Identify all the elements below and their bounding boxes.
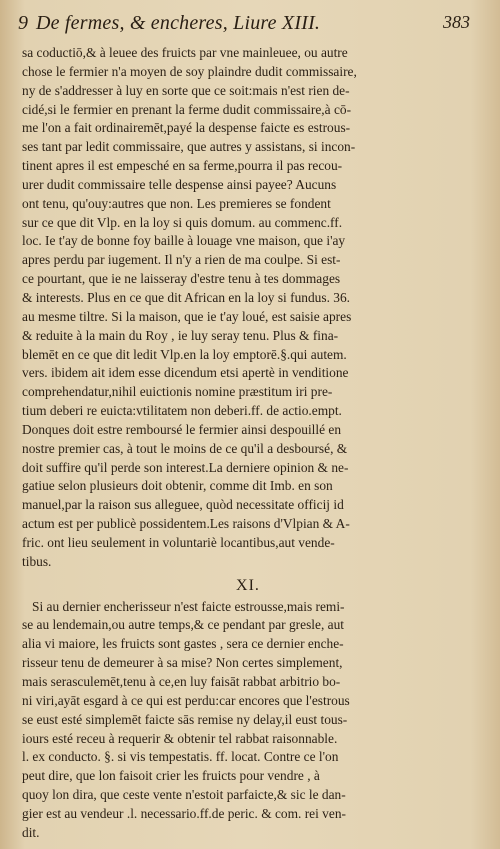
running-header	[0, 10, 500, 40]
text-line: dit.	[22, 824, 40, 840]
text-line: sa coductiō,& à leuee des fruicts par vne mainleuee, ou autre	[22, 45, 348, 60]
text-line: urer dudit commissaire telle despense ainsi payee? Aucuns	[22, 176, 337, 192]
text-line: chose le fermier n'a moyen de soy plaindre dudit commissaire,	[22, 63, 357, 79]
text-line: peut dire, que lon faisoit crier les fruicts pour vendre , à	[22, 768, 320, 784]
text-line: iours esté receu à requerir & obtenir tel rabbat raisonnable.	[22, 730, 338, 746]
text-line: me l'on a fait ordinairemēt,payé la despense faicte es estrous-	[22, 120, 351, 136]
text-line: fric. ont lieu seulement in voluntariè locantibus,aut vende-	[22, 534, 335, 550]
text-line: sur ce que dit Vlp. en la loy si quis domum. au commenc.ff.	[22, 214, 343, 230]
text-line: au mesme tiltre. Si la maison, que ie t'ay loué, est saisie apres	[22, 308, 352, 324]
text-line: manuel,par la raison sus alleguee, quòd necessitate officij id	[22, 497, 344, 513]
page-folio-left: 9	[18, 12, 28, 34]
text-line: loc. Ie t'ay de bonne foy baille à louage vne maison, que i'ay	[22, 233, 346, 249]
text-line: tium deberi re euicta:vtilitatem non deberi.ff. de actio.empt.	[22, 403, 342, 419]
section-heading: XI.	[236, 576, 260, 594]
text-line: l. ex conducto. §. si vis tempestatis. ff. locat. Contre ce l'on	[22, 749, 339, 765]
text-line: cidé,si le fermier en prenant la ferme dudit commissaire,à cō-	[22, 101, 352, 117]
text-line: ses tant par ledit commissaire, que autres y assistans, si incon-	[22, 139, 356, 155]
text-line: doit suffire qu'il perde son interest.La derniere opinion & ne-	[22, 459, 349, 475]
paragraph-1	[22, 44, 474, 572]
text-line: Donques doit estre remboursé le fermier ainsi despouillé en	[22, 421, 342, 437]
text-line: actum est per publicè possidentem.Les raisons d'Vlpian & A-	[22, 516, 350, 532]
text-line: vers. ibidem ait idem esse dicendum etsi apertè in venditione	[22, 365, 349, 381]
text-line: nostre premier cas, à tout le moins de ce qu'il a desboursé, &	[22, 440, 348, 456]
text-line: quoy lon dira, que ceste vente n'estoit parfaicte,& sic le dan-	[22, 787, 346, 803]
text-line: tibus.	[22, 553, 52, 569]
text-line: ce pourtant, que ie ne laisseray d'estre tenu à tes dommages	[22, 271, 341, 287]
text-line: se eust esté simplemēt faicte sās remise ny delay,il eust tous-	[22, 711, 348, 727]
text-line: & interests. Plus en ce que dit African en la loy si fundus. 36.	[22, 289, 351, 305]
text-line: comprehendatur,nihil euictionis nomine præstitum iri pre-	[22, 384, 333, 400]
text-line: ny de s'addresser à luy en sorte que ce soit:mais n'est rien de-	[22, 82, 350, 98]
text-line: Si au dernier encherisseur n'est faicte estrousse,mais remi-	[32, 598, 345, 614]
text-line: se au lendemain,ou autre temps,& ce pendant par gresle, aut	[22, 617, 344, 633]
text-line: ni viri,ayāt esgard à ce qui est perdu:car encores que l'estrous	[22, 692, 350, 708]
text-line: gatiue selon plusieurs doit obtenir, comme dit Imb. en son	[22, 478, 333, 494]
text-line: tinent apres il est empesché en sa ferme,pourra il pas recou-	[22, 158, 343, 174]
text-line: blemēt en ce que dit ledit Vlp.en la loy emptorē.§.qui autem.	[22, 346, 347, 362]
page-number: 383	[443, 12, 470, 32]
text-line: gier est au vendeur .l. necessario.ff.de peric. & com. rei ven-	[22, 805, 346, 821]
text-line: risseur tenu de demeurer à sa mise? Non certes simplement,	[22, 655, 343, 671]
text-line: & reduite à la main du Roy , ie luy seray tenu. Plus & fina-	[22, 327, 339, 343]
running-title: De fermes, & encheres, Liure XIII.	[36, 12, 321, 34]
text-line: apres perdu par iugement. Il n'y a rien de ma coulpe. Si est-	[22, 252, 341, 268]
paragraph-2	[22, 598, 474, 843]
text-line: alia vi maiore, les fruicts sont gastes , sera ce dernier enche-	[22, 636, 344, 652]
text-block	[22, 44, 474, 843]
text-line: mais serasculemēt,tenu à ce,en luy faisāt rabbat arbitrio bo-	[22, 674, 341, 689]
text-line: ont tenu, qu'ouy:autres que non. Les premieres se fondent	[22, 195, 331, 211]
